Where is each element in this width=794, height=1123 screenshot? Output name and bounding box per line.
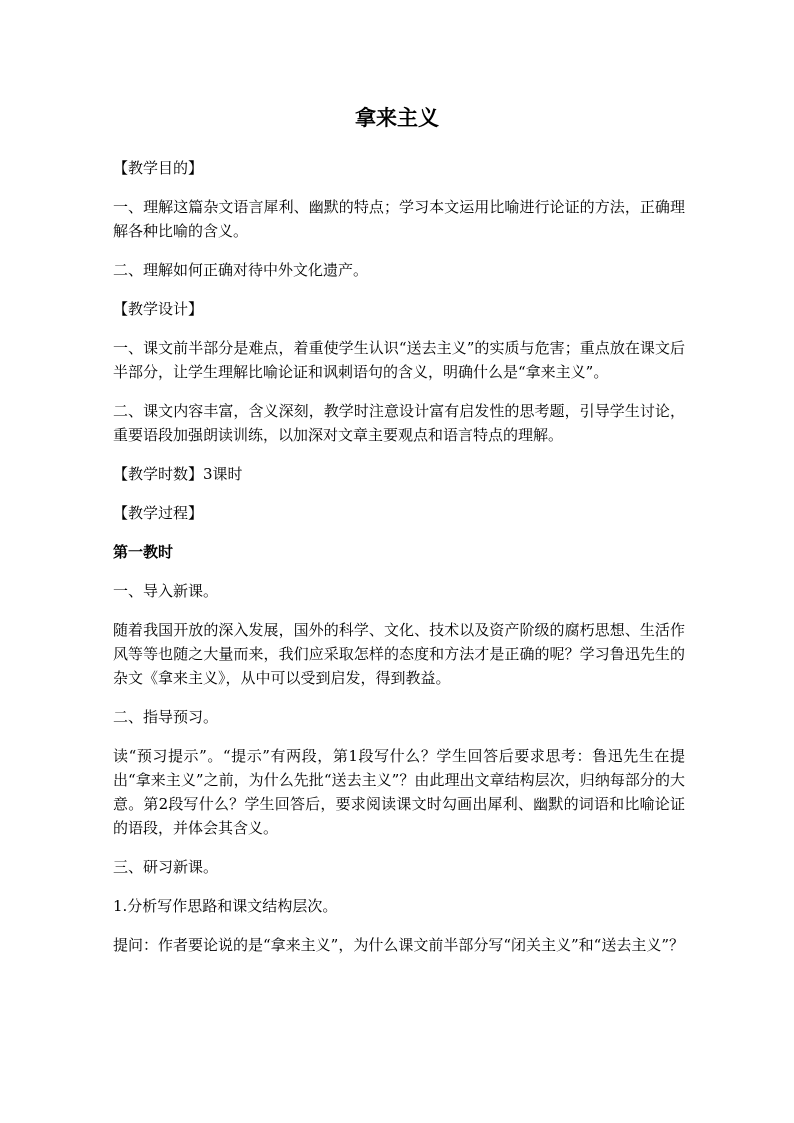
objective-item-2: 二、理解如何正确对待中外文化遗产。 bbox=[113, 261, 369, 279]
section-heading-teaching-hours: 【教学时数】3课时 bbox=[113, 465, 243, 483]
design-item-1: 一、课文前半部分是难点，着重使学生认识“送去主义”的实质与危害；重点放在课文后半部分，让学生理解比喻论证和讽刺语句的含义，明确什么是“拿来主义”。 bbox=[113, 339, 685, 381]
study-item-1: 1.分析写作思路和课文结构层次。 bbox=[113, 897, 338, 915]
objective-item-1: 一、理解这篇杂文语言犀利、幽默的特点；学习本文运用比喻进行论证的方法，正确理解各种比喻的含义。 bbox=[113, 198, 685, 240]
section-heading-teaching-design: 【教学设计】 bbox=[113, 300, 204, 318]
design-item-2: 二、课文内容丰富，含义深刻，教学时注意设计富有启发性的思考题，引导学生讨论，重要语段加强朗读训练，以加深对文章主要观点和语言特点的理解。 bbox=[113, 402, 685, 444]
preview-paragraph: 读“预习提示”。“提示”有两段，第1段写什么？学生回答后要求思考：鲁迅先生在提出“拿来主义”之前，为什么先批“送去主义”？由此理出文章结构层次，归纳每部分的大意。第2段写什么？学生回答后，要求阅读课文时勾画出犀利、幽默的词语和比喻论证的语段，并体会其含义。 bbox=[113, 747, 685, 837]
document-body bbox=[113, 156, 685, 972]
section-heading-teaching-objectives: 【教学目的】 bbox=[113, 159, 204, 177]
document-title: 拿来主义 bbox=[355, 105, 439, 130]
section-heading-teaching-process: 【教学过程】 bbox=[113, 504, 204, 522]
introduce-paragraph: 随着我国开放的深入发展，国外的科学、文化、技术以及资产阶级的腐朽思想、生活作风等等也随之大量而来，我们应采取怎样的态度和方法才是正确的呢？学习鲁迅先生的杂文《拿来主义》，从中可以受到启发，得到教益。 bbox=[113, 621, 685, 687]
step-heading-introduce: 一、导入新课。 bbox=[113, 582, 219, 600]
step-heading-preview: 二、指导预习。 bbox=[113, 708, 219, 726]
question-paragraph: 提问：作者要论说的是“拿来主义”，为什么课文前半部分写“闭关主义”和“送去主义”？ bbox=[113, 936, 685, 954]
step-heading-study: 三、研习新课。 bbox=[113, 858, 219, 876]
lesson-heading-first: 第一教时 bbox=[113, 543, 174, 561]
